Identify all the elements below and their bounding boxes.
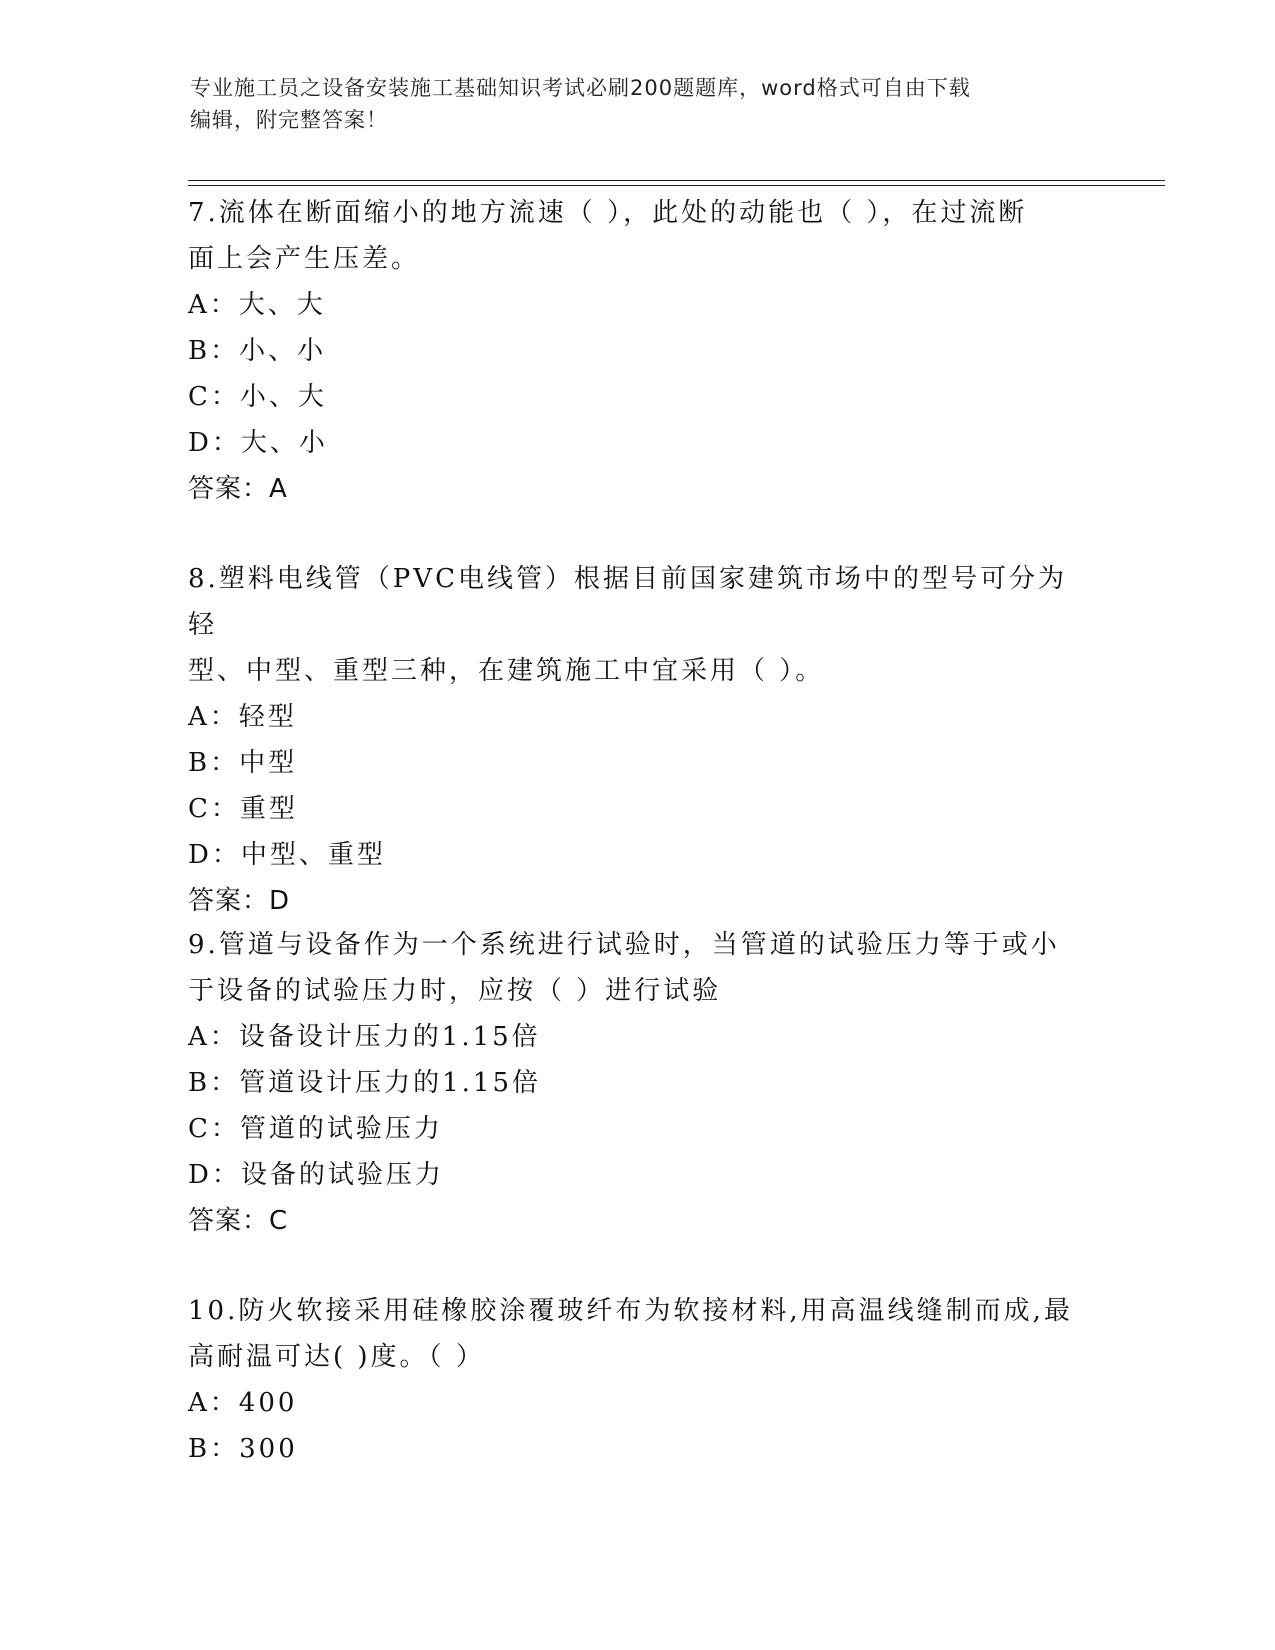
- header-line-2: 编辑，附完整答案！: [190, 108, 388, 132]
- option-b: B：300: [188, 1434, 298, 1464]
- question-stem-line-1: 8.塑料电线管（PVC电线管）根据目前国家建筑市场中的型号可分为轻: [188, 564, 1067, 640]
- question-10: [188, 1288, 1088, 1472]
- header-rule-top: [188, 180, 1165, 181]
- question-7: [188, 190, 1088, 512]
- option-d: D：中型、重型: [188, 840, 386, 870]
- answer: 答案：A: [188, 474, 288, 504]
- question-stem-line-2: 面上会产生压差。: [188, 244, 421, 274]
- question-9: [188, 922, 1088, 1244]
- question-stem-line-1: 10.防火软接采用硅橡胶涂覆玻纤布为软接材料,用高温线缝制而成,最: [188, 1296, 1073, 1326]
- option-d: D：设备的试验压力: [188, 1160, 444, 1190]
- option-d: D：大、小: [188, 428, 328, 458]
- option-a: A：轻型: [188, 702, 297, 732]
- answer: 答案：D: [188, 886, 291, 916]
- question-8: [188, 556, 1088, 924]
- option-b: B：小、小: [188, 336, 327, 366]
- option-b: B：中型: [188, 748, 298, 778]
- option-a: A：大、大: [188, 290, 326, 320]
- option-a: A：设备设计压力的1.15倍: [188, 1022, 541, 1052]
- question-stem-line-1: 7.流体在断面缩小的地方流速（ ），此处的动能也（ ），在过流断: [188, 198, 1028, 228]
- question-stem-line-2: 于设备的试验压力时，应按（ ）进行试验: [188, 976, 722, 1006]
- option-b: B：管道设计压力的1.15倍: [188, 1068, 541, 1098]
- document-header: [190, 72, 1090, 136]
- question-stem-line-2: 高耐温可达( )度。（ ）: [188, 1342, 485, 1372]
- option-c: C：小、大: [188, 382, 327, 412]
- option-a: A：400: [188, 1388, 298, 1418]
- header-rule-bottom: [188, 185, 1165, 186]
- header-line-1: 专业施工员之设备安装施工基础知识考试必刷200题题库，word格式可自由下载: [190, 76, 971, 100]
- question-stem-line-1: 9.管道与设备作为一个系统进行试验时，当管道的试验压力等于或小: [188, 930, 1060, 960]
- option-c: C：管道的试验压力: [188, 1114, 443, 1144]
- question-stem-line-2: 型、中型、重型三种，在建筑施工中宜采用（ ）。: [188, 656, 825, 686]
- option-c: C：重型: [188, 794, 298, 824]
- answer: 答案：C: [188, 1206, 289, 1236]
